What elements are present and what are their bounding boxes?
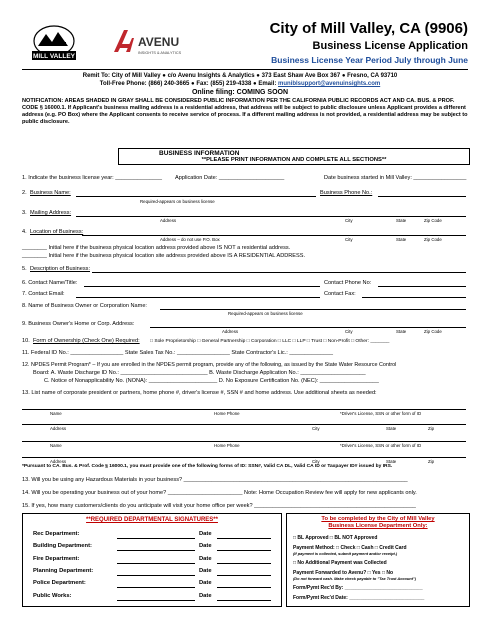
officer2-name-caption: Name	[50, 443, 62, 448]
department-label: Police Department:	[33, 580, 86, 587]
officer1-city-caption: City	[312, 426, 320, 431]
remit-contact-text: Toll-Free Phone: (866) 240-3665 ● Fax: (855) 219-4338 ● Email:	[99, 81, 278, 87]
q10-number: 10.	[22, 338, 30, 344]
date-label: Date	[199, 592, 212, 599]
no-additional-payment-checkbox[interactable]: □ No Additional Payment was Collected	[293, 560, 387, 566]
q4-number: 4.	[22, 229, 27, 235]
q3-mailing-label: Mailing Address:	[30, 210, 72, 216]
payment-method-note: (If payment is collected, submit payment and/or receipt.)	[293, 551, 398, 556]
signature-date-line[interactable]	[217, 550, 271, 551]
public-records-notice: NOTIFICATION: AREAS SHADED IN GRAY SHALL BE CONSIDERED PUBLIC INFORMATION PER THE CALIFORNIA PUBLIC RECORDS ACT AND CA. BUS. & PROF. CODE § 16000.1. If Applicant's business mailing address is a residential address, that address will be subject to public disclosure unless Applicant provides a different address (e.g. PO Box) where the Applicant consents to receive service of process. If a different mailing address is not provided, a residential address may be subject to public disclosure.	[22, 98, 468, 125]
q9-city-caption: City	[345, 329, 353, 334]
department-label: Fire Department:	[33, 555, 80, 562]
department-signature-line[interactable]	[117, 600, 195, 601]
signature-date-line[interactable]	[217, 563, 271, 564]
initial-residential[interactable]: ________ Initial here if the business physical location site address provided above IS A RESIDENTIAL ADDRESS.	[22, 253, 306, 259]
q9-owner-address-label: 9. Business Owner's Home or Corp. Address:	[22, 321, 135, 327]
mill-valley-logo	[28, 24, 80, 62]
signature-row	[33, 556, 273, 566]
officer2-state-caption: State	[386, 459, 397, 464]
page-subtitle: Business License Application	[312, 40, 468, 52]
signature-date-line[interactable]	[217, 538, 271, 539]
date-label: Date	[199, 531, 212, 537]
department-signature-line[interactable]	[117, 550, 195, 551]
q3-state-caption: State	[396, 218, 407, 223]
q4-address-caption: Address – do not use P.O. Box	[160, 237, 220, 242]
q2-number: 2.	[22, 190, 27, 196]
signature-date-line[interactable]	[217, 587, 271, 588]
signature-row	[33, 580, 273, 590]
q12-waste-discharge[interactable]: Board: A. Waste Discharge ID No.: ____________________________ B. Waste Discharge Application No.: _____________________	[33, 370, 366, 376]
remit-address: Remit To: City of Mill Valley ● c/o Avenu Insights & Analytics ● 373 East Shaw Ave Box 367 ● Fresno, CA 93710	[82, 73, 398, 79]
q7-contact-fax-label: Contact Fax:	[324, 291, 356, 297]
q1-date-started[interactable]: Date business started in Mill Valley: _________________	[324, 175, 467, 181]
form-received-date-field[interactable]: Form/Pymt Rec'd Date: ___________________________	[293, 595, 425, 601]
q7-contact-email-label: 7. Contact Email:	[22, 291, 65, 297]
q12-nona-nec[interactable]: C. Notice of Nonapplicability No. (NONA): ______________________ D. No Exposure Certification No. (NEC): ___________________	[44, 378, 379, 384]
department-signature-line[interactable]	[117, 538, 195, 539]
q2-phone-label: Business Phone No.:	[320, 190, 373, 196]
officer2-phone-caption: Home Phone	[214, 443, 240, 448]
signature-date-line[interactable]	[217, 600, 271, 601]
remit-contact	[0, 81, 480, 87]
department-label: Building Department:	[33, 543, 92, 550]
contact-name-field[interactable]	[84, 286, 320, 287]
officer1-state-caption: State	[386, 426, 397, 431]
contact-fax-field[interactable]	[362, 297, 466, 298]
officer1-id-caption: *Driver's License, SSN or other form of ID	[340, 411, 422, 416]
officer1-phone-caption: Home Phone	[214, 411, 240, 416]
q9-address-caption: Address	[222, 329, 239, 334]
online-filing: Online filing: COMING SOON	[191, 89, 289, 96]
q4-state-caption: State	[396, 237, 407, 242]
signature-row	[33, 593, 273, 603]
departmental-signatures-box	[22, 513, 282, 607]
business-name-field[interactable]	[76, 196, 316, 197]
form-received-by-field[interactable]: Form/Pymt Rec'd By: ____________________________	[293, 585, 423, 591]
owner-address-field[interactable]	[150, 327, 466, 328]
ownership-options[interactable]: □ Sole Proprietorship □ General Partnership □ Corporation □ LLC □ LLP □ Trust □ Non-Profit □ Other: _______	[150, 339, 390, 344]
signature-date-line[interactable]	[217, 575, 271, 576]
city-use-heading-2: Business License Department Only:	[328, 523, 428, 529]
city-use-box	[286, 513, 470, 607]
business-info-banner	[118, 148, 470, 165]
q5-description-label: Description of Business:	[30, 266, 91, 272]
department-signature-line[interactable]	[117, 563, 195, 564]
signature-row	[33, 568, 273, 578]
officer2-id-caption: *Driver's License, SSN or other form of ID	[340, 443, 422, 448]
bl-approval-checkboxes[interactable]: □ BL Approved □ BL NOT Approved	[293, 535, 378, 541]
officer2-name-line[interactable]	[22, 441, 466, 442]
department-label: Planning Department:	[33, 567, 94, 574]
q2-required-note: Required-appears on business license	[140, 199, 215, 204]
department-label: Rec Department:	[33, 531, 80, 537]
support-email-link[interactable]: muniblsupport@avenuinsights.com	[278, 81, 381, 87]
mill-valley-logo-text: MILL VALLEY	[32, 53, 76, 60]
q3-address-caption: Address	[160, 218, 177, 223]
q5-number: 5.	[22, 266, 27, 272]
department-signature-line[interactable]	[117, 575, 195, 576]
officer1-zip-caption: Zip	[428, 426, 435, 431]
payment-forwarded-note: (Do not forward cash. Make check payable to "Tax Trust Account")	[293, 576, 417, 581]
license-period: Business License Year Period July through June	[271, 55, 468, 65]
header-divider	[22, 69, 468, 70]
initial-not-residential[interactable]: ________ Initial here if the business physical location address provided above IS NOT a residential address.	[22, 245, 291, 251]
q2-business-name-label: Business Name:	[30, 190, 71, 196]
signatures-heading: **REQUIRED DEPARTMENTAL SIGNATURES**	[86, 517, 218, 523]
city-use-heading-1: To be completed by the City of Mill Valley	[321, 516, 435, 522]
section-instructions: **PLEASE PRINT INFORMATION AND COMPLETE ALL SECTIONS**	[201, 157, 387, 163]
business-phone-field[interactable]	[378, 196, 466, 197]
q6-contact-phone-label: Contact Phone No:	[324, 280, 372, 286]
q13-hazardous-materials[interactable]: 13. Will you be using any Hazardous Materials in your business? ________________________________________________________________________	[22, 477, 408, 483]
avenu-logo-text: AVENU	[138, 35, 180, 49]
q13-officers-instructions: 13. List name of corporate president or partners, home phone #, driver's license #, SSN # and home address. Use additional sheets as needed:	[22, 390, 377, 396]
avenu-logo-sub: INSIGHTS & ANALYTICS	[138, 51, 182, 55]
officer1-address-line[interactable]	[22, 424, 466, 425]
q11-tax-ids[interactable]: 11. Federal ID No.: _________________ State Sales Tax No.: _________________ State Contractor's Lic.: ______________	[22, 350, 333, 356]
department-label: Public Works:	[33, 592, 72, 599]
q14-home-business[interactable]: 14. Will you be operating your business out of your home? ________________________ Note: Home Occupation Review fee will apply for new applicants only.	[22, 490, 417, 496]
payment-forwarded-checkboxes[interactable]: Payment Forwarded to Avenu? □ Yes □ No	[293, 570, 394, 576]
q8-required-note: Required-appears on business license	[228, 311, 303, 316]
officer2-zip-caption: Zip	[428, 459, 435, 464]
q4-location-label: Location of Business:	[30, 229, 84, 235]
date-label: Date	[199, 567, 212, 574]
date-label: Date	[199, 555, 212, 562]
section-title: BUSINESS INFORMATION	[159, 150, 240, 157]
q1-application-date[interactable]: Application Date: _____________________	[175, 175, 285, 181]
q4-city-caption: City	[345, 237, 353, 242]
officer1-name-caption: Name	[50, 411, 62, 416]
avenu-logo	[110, 24, 190, 62]
business-location-field[interactable]	[82, 235, 466, 236]
owner-name-field[interactable]	[160, 309, 466, 310]
q8-owner-name-label: 8. Name of Business Owner or Corporation Name:	[22, 303, 147, 309]
q3-number: 3.	[22, 210, 27, 216]
id-requirement-note: *Pursuant to CA. Bus. & Prof. Code § 16000.1, you must provide one of the following forms of ID: SSN#, Valid CA DL, Valid CA ID or Taxpayer ID# issued by IRS.	[22, 464, 393, 469]
q10-ownership-label: Form of Ownership (Check One) Required:	[33, 338, 140, 344]
signature-row	[33, 543, 273, 553]
q1-license-year[interactable]: 1. Indicate the business license year: _______________	[22, 175, 162, 181]
q12-npdes-intro: 12. NPDES Permit Program* – If you are enrolled in the NPDES permit program, provide any of the following, as issued by the State Water Resource Control	[22, 362, 397, 368]
officer1-address-caption: Address	[50, 426, 67, 431]
q3-city-caption: City	[345, 218, 353, 223]
q15-home-visits[interactable]: 15. If yes, how many customers/clients do you anticipate will visit your home office per week? ____________________________________________________	[22, 503, 416, 509]
contact-email-field[interactable]	[76, 297, 320, 298]
q6-contact-name-label: 6. Contact Name/Title:	[22, 280, 78, 286]
mailing-address-field[interactable]	[76, 216, 466, 217]
q9-state-caption: State	[396, 329, 407, 334]
officer2-city-caption: City	[312, 459, 320, 464]
q4-zip-caption: Zip Code	[424, 237, 442, 242]
officer2-address-line[interactable]	[22, 457, 466, 458]
date-label: Date	[199, 543, 212, 550]
department-signature-line[interactable]	[117, 587, 195, 588]
signature-row	[33, 531, 273, 541]
contact-phone-field[interactable]	[378, 286, 466, 287]
business-description-field[interactable]	[92, 272, 466, 273]
q9-zip-caption: Zip Code	[424, 329, 442, 334]
payment-method-checkboxes[interactable]: Payment Method: □ Check □ Cash □ Credit Card	[293, 545, 407, 551]
officer1-name-line[interactable]	[22, 409, 466, 410]
page-title: City of Mill Valley, CA (9906)	[269, 20, 468, 37]
officer2-address-caption: Address	[50, 459, 67, 464]
q3-zip-caption: Zip Code	[424, 218, 442, 223]
date-label: Date	[199, 580, 212, 587]
